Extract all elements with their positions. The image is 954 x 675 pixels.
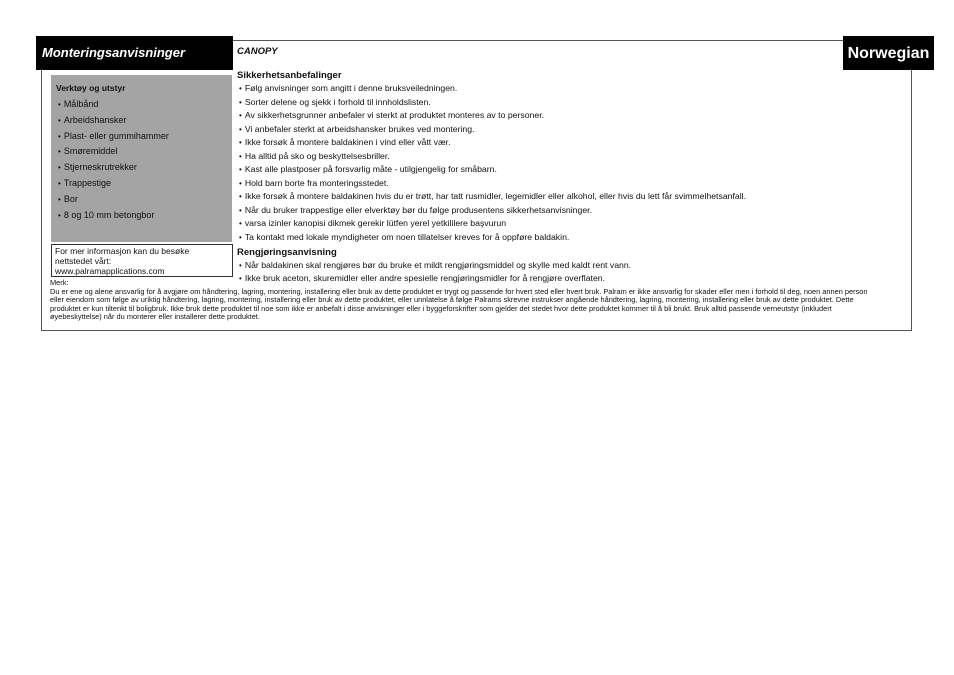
list-item: • varsa izinler kanopisi dikmek gerekir lütfen yerel yetkililere başvurun (239, 218, 507, 229)
document-title: Monteringsanvisninger (36, 36, 233, 70)
bullet-icon: • (239, 165, 242, 175)
list-item: • 8 og 10 mm betongbor (58, 209, 155, 220)
bullet-icon: • (239, 151, 242, 161)
bullet-icon: • (239, 233, 242, 243)
cleaning-heading: Rengjøringsanvisning (237, 246, 337, 258)
bullet-icon: • (239, 97, 242, 107)
bullet-icon: • (58, 147, 61, 157)
list-item: • Ha alltid på sko og beskyttelsesbriller. (239, 150, 390, 161)
info-text-line: nettstedet vårt: (55, 256, 112, 266)
list-item: • Når baldakinen skal rengjøres bør du bruke et mildt rengjøringsmiddel og skylle med kaldt rent vann. (239, 259, 632, 270)
product-name: CANOPY (237, 46, 278, 57)
safety-heading: Sikkerhetsanbefalinger (237, 70, 342, 81)
list-item: • Stjerneskrutrekker (58, 162, 137, 173)
note-label: Merk: (50, 278, 69, 287)
bullet-icon: • (58, 115, 61, 125)
bullet-icon: • (58, 210, 61, 220)
list-item: • Når du bruker trappestige eller elverktøy bør du følge produsentens sikkerhetsanvisninger. (239, 204, 592, 215)
list-item: • Trappestige (58, 177, 112, 188)
bullet-icon: • (239, 111, 242, 121)
list-item: • Plast- eller gummihammer (58, 130, 169, 141)
note-text: Du er ene og alene ansvarlig for å avgjøre om håndtering, lagring, montering, installering eller bruk av dette produktet er trygt og passende for hvert sted eller hvert bruk. Palram er ikke ansvarlig for skader eller men i forhold til deg, noen annen person eller eiendom som følge av uriktig håndtering, lagring, montering, installering eller bruk av dette produktet, eller unnlatelse å følge Palrams skrevne instrukser angående håndtering, lagring, montering, installering eller bruk av dette produktet. Dette produktet er kun tiltenkt til boligbruk. Ikke bruk dette produktet til noe som ikke er anbefalt i disse anvisninger eller i byggeforskrifter som gjelder det stedet hvor dette produktet kommer til å bli brukt. Bruk alltid passende verneutstyr (inkludert øyebeskyttelse) når du monterer eller installerer dette produktet. (50, 286, 868, 321)
list-item: • Hold barn borte fra monteringsstedet. (239, 177, 389, 188)
list-item: • Vi anbefaler sterkt at arbeidshansker brukes ved montering. (239, 123, 475, 134)
bullet-icon: • (239, 178, 242, 188)
list-item: • Av sikkerhetsgrunner anbefaler vi sterkt at produktet monteres av to personer. (239, 110, 545, 121)
bullet-icon: • (239, 219, 242, 229)
list-item: • Ikke forsøk å montere baldakinen hvis du er trøtt, har tatt rusmidler, legemidler eller alkohol, eller hvis du lett får svimmelhetsanfall. (239, 191, 747, 202)
list-item: • Bor (58, 193, 78, 204)
bullet-icon: • (58, 178, 61, 188)
info-text-line: For mer informasjon kan du besøke (55, 246, 190, 256)
list-item: • Ikke bruk aceton, skuremidler eller andre spesielle rengjøringsmidler for å rengjøre overflaten. (239, 272, 606, 283)
bullet-icon: • (58, 163, 61, 173)
website-link[interactable]: www.palramapplications.com (55, 266, 165, 276)
list-item: • Følg anvisninger som angitt i denne bruksveiledningen. (239, 83, 458, 93)
bullet-icon: • (239, 260, 242, 270)
bullet-icon: • (239, 205, 242, 215)
bullet-icon: • (58, 100, 61, 109)
tools-heading: Verktøy og utstyr (56, 83, 126, 93)
main-content (237, 44, 897, 285)
list-item: • Sorter delene og sjekk i forhold til innholdslisten. (239, 96, 431, 107)
language-label: Norwegian (843, 36, 934, 70)
list-item: • Smøremiddel (58, 146, 118, 157)
disclaimer-note (50, 279, 880, 322)
safety-list (237, 82, 897, 245)
list-item: • Arbeidshansker (58, 114, 127, 125)
info-box (51, 244, 233, 277)
list-item: • Kast alle plastposer på forsvarlig måte - utilgjengelig for småbarn. (239, 164, 497, 175)
bullet-icon: • (58, 131, 61, 141)
tools-list (56, 97, 232, 223)
bullet-icon: • (58, 194, 61, 204)
bullet-icon: • (239, 138, 242, 148)
list-item: • Ikke forsøk å montere baldakinen i vind eller vått vær. (239, 137, 451, 148)
bullet-icon: • (239, 273, 242, 283)
tools-panel (51, 75, 232, 242)
bullet-icon: • (239, 192, 242, 202)
bullet-icon: • (239, 124, 242, 134)
bullet-icon: • (239, 84, 242, 93)
list-item: • Ta kontakt med lokale myndigheter om noen tillatelser kreves for å oppføre baldakin. (239, 232, 570, 243)
list-item: • Målbånd (58, 99, 99, 109)
